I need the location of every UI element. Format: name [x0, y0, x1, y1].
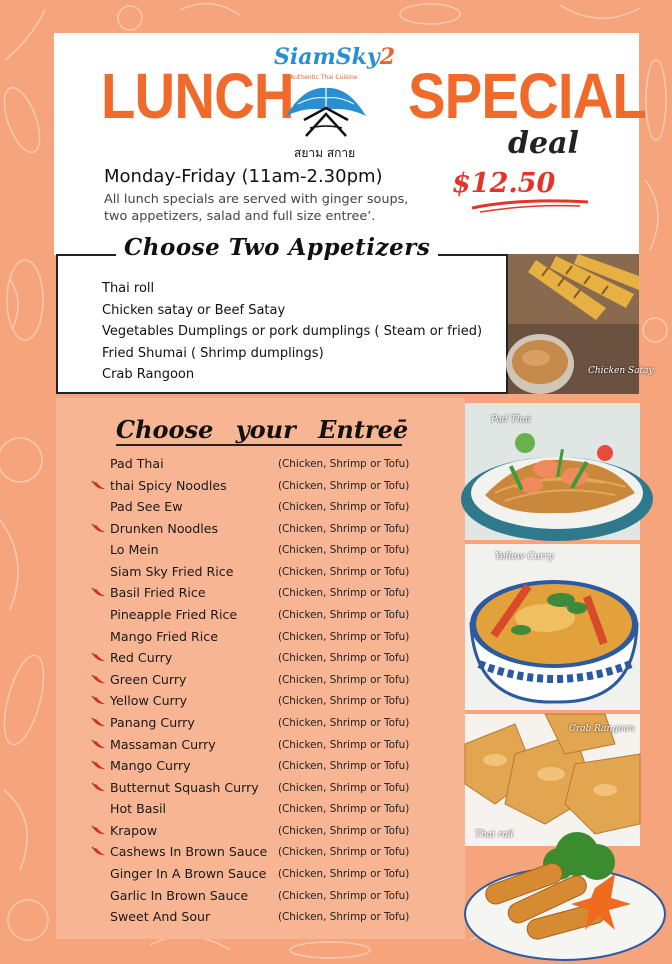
- chili-pepper-icon: [92, 524, 106, 534]
- entree-title: Choose your Entreē: [116, 415, 409, 444]
- chili-pepper-icon: [92, 675, 106, 685]
- entree-name: Ginger In A Brown Sauce: [110, 865, 267, 881]
- entree-options: (Chicken, Shrimp or Tofu): [278, 501, 410, 514]
- chicken-satay-photo: [508, 254, 654, 394]
- entree-name: Pad See Ew: [110, 499, 183, 515]
- entree-name: thai Spicy Noodles: [110, 477, 227, 493]
- entree-item: [92, 799, 452, 821]
- entree-item: [92, 562, 452, 584]
- chili-pepper-icon: [92, 653, 106, 663]
- entree-item: [92, 476, 452, 498]
- entree-options: (Chicken, Shrimp or Tofu): [278, 609, 410, 622]
- logo-thai-text: สยาม สกาย: [294, 146, 356, 160]
- chili-pepper-icon: [92, 847, 106, 857]
- logo-name: SiamSky2: [274, 44, 396, 70]
- entree-item: [92, 907, 452, 929]
- entree-item: [92, 454, 452, 476]
- entree-item: [92, 735, 452, 757]
- pad-thai-photo: [465, 403, 640, 540]
- schedule-title: Monday-Friday (11am-2.30pm): [104, 166, 383, 187]
- yellow-curry-photo-label: Yellow Curry: [495, 552, 554, 562]
- entree-options: (Chicken, Shrimp or Tofu): [278, 544, 410, 557]
- entree-options: (Chicken, Shrimp or Tofu): [278, 803, 410, 816]
- siam-sky-logo: [270, 44, 400, 162]
- entree-name: Sweet And Sour: [110, 909, 211, 925]
- entree-name: Mango Fried Rice: [110, 628, 218, 644]
- entree-name: Hot Basil: [110, 801, 167, 817]
- entree-list: [92, 454, 452, 929]
- thai-roll-photo-label: Thai roll: [475, 830, 514, 840]
- entree-item: [92, 583, 452, 605]
- entree-name: Pineapple Fried Rice: [110, 607, 238, 623]
- entree-options: (Chicken, Shrimp or Tofu): [278, 630, 410, 643]
- schedule-description: All lunch specials are served with ginger soups, two appetizers, salad and full size entree’.: [104, 192, 409, 224]
- appetizers-title: Choose Two Appetizers: [124, 234, 431, 261]
- entree-options: (Chicken, Shrimp or Tofu): [278, 458, 410, 470]
- entree-options: (Chicken, Shrimp or Tofu): [278, 673, 410, 686]
- entree-name: Pad Thai: [110, 456, 164, 471]
- thai-roll-photo: [465, 818, 640, 960]
- entree-options: (Chicken, Shrimp or Tofu): [278, 587, 410, 600]
- price-brush-underline: [470, 196, 590, 214]
- entree-item: [92, 605, 452, 627]
- appetizers-list: [102, 278, 482, 386]
- entree-item: [92, 886, 452, 908]
- crab-rangoon-photo-label: Crab Rangoon: [569, 724, 635, 734]
- entree-options: (Chicken, Shrimp or Tofu): [278, 479, 410, 492]
- satay-photo-label: Chicken Satay: [588, 366, 654, 376]
- chili-pepper-icon: [92, 826, 106, 836]
- special-heading: SPECIAL: [408, 60, 646, 132]
- entree-item: [92, 821, 452, 843]
- entree-title-underline: [116, 444, 402, 446]
- entree-options: (Chicken, Shrimp or Tofu): [278, 760, 410, 773]
- entree-item: [92, 756, 452, 778]
- entree-item: [92, 670, 452, 692]
- deal-label: deal: [508, 126, 579, 161]
- entree-name: Lo Mein: [110, 542, 159, 558]
- umbrella-logo-icon: [284, 84, 368, 140]
- entree-item: [92, 842, 452, 864]
- entree-name: Cashews In Brown Sauce: [110, 844, 268, 860]
- entree-item: [92, 691, 452, 713]
- entree-name: Green Curry: [110, 671, 187, 687]
- entree-item: [92, 648, 452, 670]
- logo-tagline: Authentic Thai Cuisine: [290, 74, 358, 81]
- entree-name: Yellow Curry: [110, 693, 188, 709]
- entree-options: (Chicken, Shrimp or Tofu): [278, 522, 410, 535]
- entree-name: Massaman Curry: [110, 736, 216, 752]
- entree-item: [92, 713, 452, 735]
- entree-options: (Chicken, Shrimp or Tofu): [278, 652, 410, 665]
- price-tag: $12.50: [452, 168, 556, 199]
- entree-name: Siam Sky Fried Rice: [110, 563, 234, 579]
- entree-name: Mango Curry: [110, 758, 191, 774]
- entree-options: (Chicken, Shrimp or Tofu): [278, 695, 410, 708]
- entree-options: (Chicken, Shrimp or Tofu): [278, 738, 410, 751]
- entree-name: Red Curry: [110, 650, 173, 666]
- entree-options: (Chicken, Shrimp or Tofu): [278, 716, 410, 729]
- chili-pepper-icon: [92, 481, 106, 491]
- appetizer-item: Vegetables Dumplings or pork dumplings ( Steam or fried): [102, 324, 483, 340]
- entree-name: Basil Fried Rice: [110, 585, 206, 601]
- entree-item: [92, 864, 452, 886]
- chili-pepper-icon: [92, 783, 106, 793]
- entree-name: Butternut Squash Curry: [110, 779, 259, 795]
- entree-item: [92, 540, 452, 562]
- appetizers-title-wrap: [116, 234, 438, 261]
- lunch-heading: LUNCH: [101, 60, 294, 132]
- chili-pepper-icon: [92, 718, 106, 728]
- entree-name: Krapow: [110, 822, 158, 838]
- appetizer-item: Fried Shumai ( Shrimp dumplings): [102, 345, 324, 361]
- entree-item: [92, 497, 452, 519]
- entree-options: (Chicken, Shrimp or Tofu): [278, 911, 410, 924]
- pad-thai-photo-label: Pad Thai: [491, 415, 531, 425]
- entree-options: (Chicken, Shrimp or Tofu): [278, 781, 410, 794]
- entree-options: (Chicken, Shrimp or Tofu): [278, 824, 410, 837]
- appetizer-item: Chicken satay or Beef Satay: [102, 302, 286, 318]
- chili-pepper-icon: [92, 588, 106, 598]
- appetizer-item: Thai roll: [102, 281, 155, 296]
- entree-item: [92, 627, 452, 649]
- entree-options: (Chicken, Shrimp or Tofu): [278, 565, 410, 578]
- entree-name: Panang Curry: [110, 714, 195, 730]
- entree-options: (Chicken, Shrimp or Tofu): [278, 889, 410, 902]
- entree-item: [92, 519, 452, 541]
- entree-item: [92, 778, 452, 800]
- appetizer-item: Crab Rangoon: [102, 367, 195, 383]
- entree-options: (Chicken, Shrimp or Tofu): [278, 846, 410, 859]
- chili-pepper-icon: [92, 761, 106, 771]
- chili-pepper-icon: [92, 740, 106, 750]
- entree-name: Garlic In Brown Sauce: [110, 887, 249, 903]
- yellow-curry-photo: [465, 544, 640, 710]
- chili-pepper-icon: [92, 696, 106, 706]
- entree-options: (Chicken, Shrimp or Tofu): [278, 867, 410, 880]
- entree-name: Drunken Noodles: [110, 520, 219, 536]
